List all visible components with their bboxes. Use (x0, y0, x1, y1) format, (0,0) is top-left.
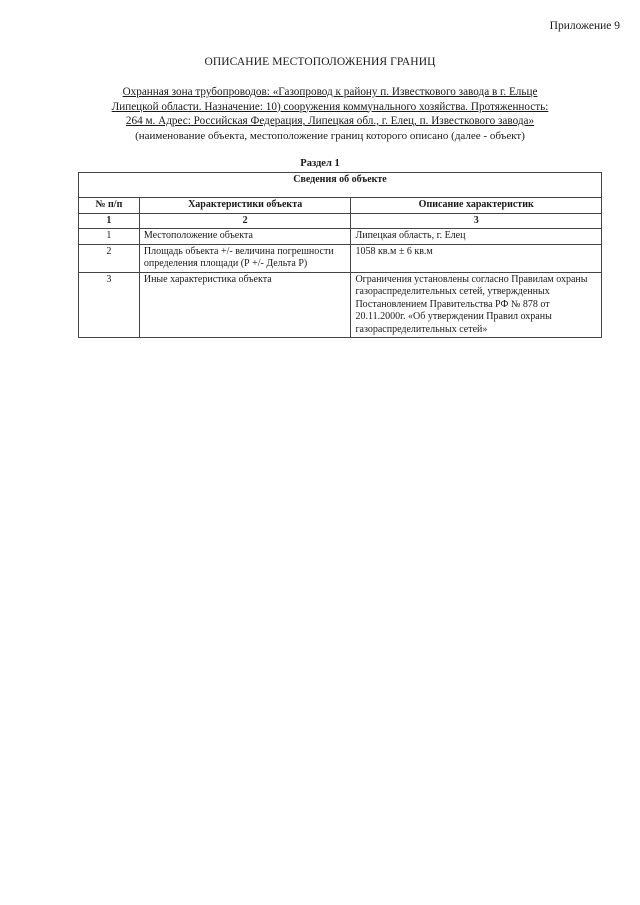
column-number: 2 (139, 213, 351, 229)
table-row (79, 229, 602, 245)
row-characteristic: Местоположение объекта (139, 229, 351, 245)
document-title: ОПИСАНИЕ МЕСТОПОЛОЖЕНИЯ ГРАНИЦ (204, 56, 436, 68)
object-name (60, 85, 600, 129)
object-caption: (наименование объекта, местоположение границ которого описано (далее - объект) (135, 130, 525, 142)
column-header-description: Описание характеристик (351, 198, 602, 214)
table-row (79, 272, 602, 338)
row-description: Липецкая область, г. Елец (351, 229, 602, 245)
row-characteristic: Площадь объекта +/- величина погрешности определения площади (Р +/- Дельта Р) (139, 244, 351, 272)
column-header-number: № п/п (79, 198, 140, 214)
table-header: Сведения об объекте (79, 173, 602, 198)
object-name-line: Липецкой области. Назначение: 10) сооружения коммунального хозяйства. Протяженность: (111, 100, 549, 113)
table-row (79, 244, 602, 272)
column-number: 3 (351, 213, 602, 229)
object-name-line: Охранная зона трубопроводов: «Газопровод к району п. Известкового завода в г. Ельце (122, 86, 538, 98)
row-number: 3 (79, 272, 140, 338)
appendix-label: Приложение 9 (549, 20, 620, 32)
object-info-table (78, 172, 602, 338)
column-number: 1 (79, 213, 140, 229)
row-description: 1058 кв.м ± 6 кв.м (351, 244, 602, 272)
row-number: 2 (79, 244, 140, 272)
row-description: Ограничения установлены согласно Правилам охраны газораспределительных сетей, утвержденных Постановлением Правительства РФ № 878 от 20.11.2000г. «Об утверждении Правил охраны газораспределительных сетей» (351, 272, 602, 338)
object-name-line: 264 м. Адрес: Российская Федерация, Липецкая обл., г. Елец, п. Известкового завода» (125, 115, 535, 127)
row-characteristic: Иные характеристика объекта (139, 272, 351, 338)
section-label: Раздел 1 (300, 158, 340, 169)
column-header-characteristic: Характеристики объекта (139, 198, 351, 214)
row-number: 1 (79, 229, 140, 245)
